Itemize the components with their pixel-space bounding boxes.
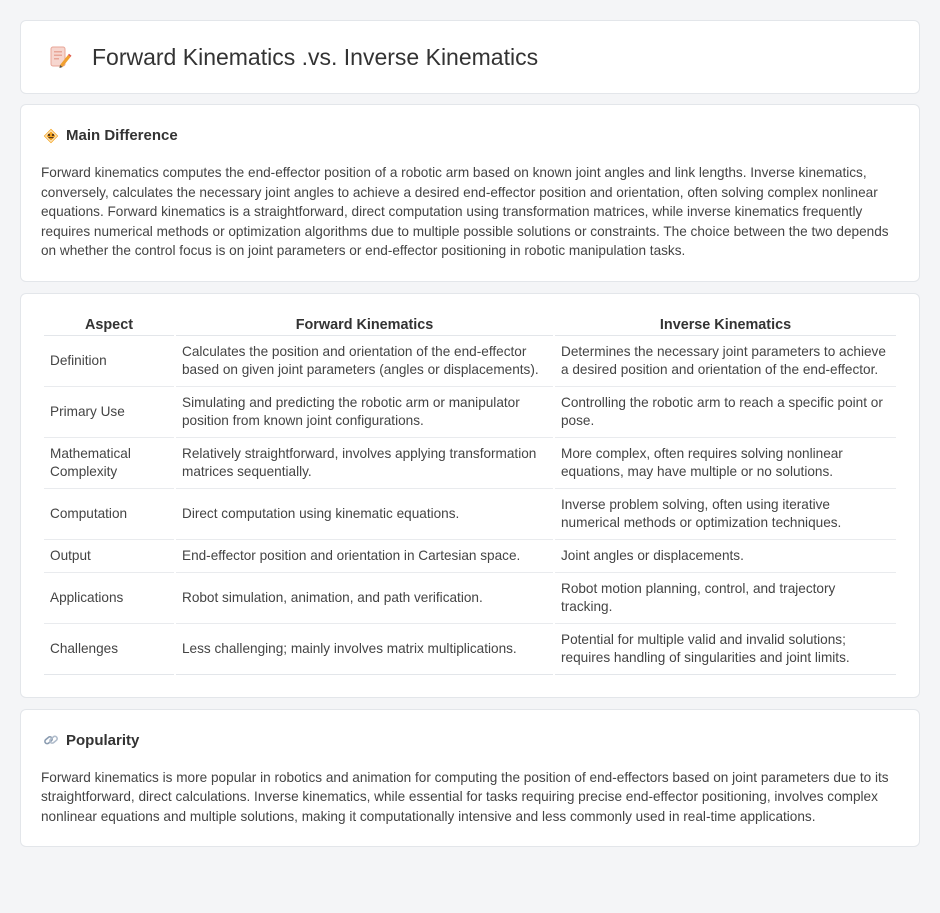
popularity-section xyxy=(20,709,920,848)
main-difference-title: Main Difference xyxy=(66,127,178,144)
forward-cell: Relatively straightforward, involves applying transformation matrices sequentially. xyxy=(176,438,553,489)
forward-cell: Robot simulation, animation, and path verification. xyxy=(176,573,553,624)
forward-cell: Simulating and predicting the robotic arm or manipulator position from known joint configurations. xyxy=(176,387,553,438)
page-header xyxy=(20,20,920,94)
inverse-cell: More complex, often requires solving nonlinear equations, may have multiple or no solutions. xyxy=(555,438,896,489)
forward-cell: Direct computation using kinematic equations. xyxy=(176,489,553,540)
aspect-cell: Mathematical Complexity xyxy=(44,438,174,489)
table-row xyxy=(44,489,896,540)
link-icon xyxy=(43,732,59,748)
aspect-cell: Primary Use xyxy=(44,387,174,438)
popularity-title: Popularity xyxy=(66,731,140,749)
table-row xyxy=(44,336,896,387)
table-row xyxy=(44,438,896,489)
inverse-cell: Inverse problem solving, often using iterative numerical methods or optimization techniques. xyxy=(555,489,896,540)
comparison-section xyxy=(20,293,920,698)
table-row xyxy=(44,573,896,624)
comparison-table xyxy=(42,316,898,675)
document-pencil-icon xyxy=(46,44,72,70)
table-row xyxy=(44,624,896,675)
inverse-cell: Potential for multiple valid and invalid solutions; requires handling of singularities and joint limits. xyxy=(555,624,896,675)
forward-cell: Calculates the position and orientation of the end-effector based on given joint parameters (angles or displacements). xyxy=(176,336,553,387)
aspect-cell: Challenges xyxy=(44,624,174,675)
table-header-row xyxy=(44,316,896,336)
inverse-cell: Joint angles or displacements. xyxy=(555,540,896,573)
aspect-cell: Computation xyxy=(44,489,174,540)
page-title: Forward Kinematics .vs. Inverse Kinematics xyxy=(92,43,539,70)
forward-cell: End-effector position and orientation in Cartesian space. xyxy=(176,540,553,573)
main-difference-heading xyxy=(41,127,899,144)
header-forward: Forward Kinematics xyxy=(176,316,553,336)
table-row xyxy=(44,387,896,438)
main-difference-text: Forward kinematics computes the end-effector position of a robotic arm based on known joint angles and link lengths. Inverse kinematics, conversely, calculates the necessary joint angles to achieve a desired end-effector position and orientation, often solving complex nonlinear equations. Forward kinematics is a straightforward, direct computation using transformation matrices, while inverse kinematics frequently requires numerical methods or optimization algorithms due to multiple possible solutions or constraints. The choice between the two depends on whether the control focus is on joint parameters or end-effector positioning in robotic manipulation tasks. xyxy=(41,165,889,258)
diamond-sign-icon xyxy=(43,128,59,144)
aspect-cell: Applications xyxy=(44,573,174,624)
header-aspect: Aspect xyxy=(44,316,174,336)
popularity-heading xyxy=(41,732,899,749)
inverse-cell: Robot motion planning, control, and trajectory tracking. xyxy=(555,573,896,624)
inverse-cell: Determines the necessary joint parameters to achieve a desired position and orientation of the end-effector. xyxy=(555,336,896,387)
aspect-cell: Output xyxy=(44,540,174,573)
header-inverse: Inverse Kinematics xyxy=(555,316,896,336)
popularity-text: Forward kinematics is more popular in robotics and animation for computing the position of end-effectors based on joint parameters due to its straightforward, direct calculations. Inverse kinematics, while essential for tasks requiring precise end-effector positioning, involves complex nonlinear equations and multiple solutions, making it computationally intensive and less commonly used in real-time applications. xyxy=(41,769,889,824)
aspect-cell: Definition xyxy=(44,336,174,387)
forward-cell: Less challenging; mainly involves matrix multiplications. xyxy=(176,624,553,675)
inverse-cell: Controlling the robotic arm to reach a specific point or pose. xyxy=(555,387,896,438)
table-row xyxy=(44,540,896,573)
main-difference-section xyxy=(20,104,920,282)
